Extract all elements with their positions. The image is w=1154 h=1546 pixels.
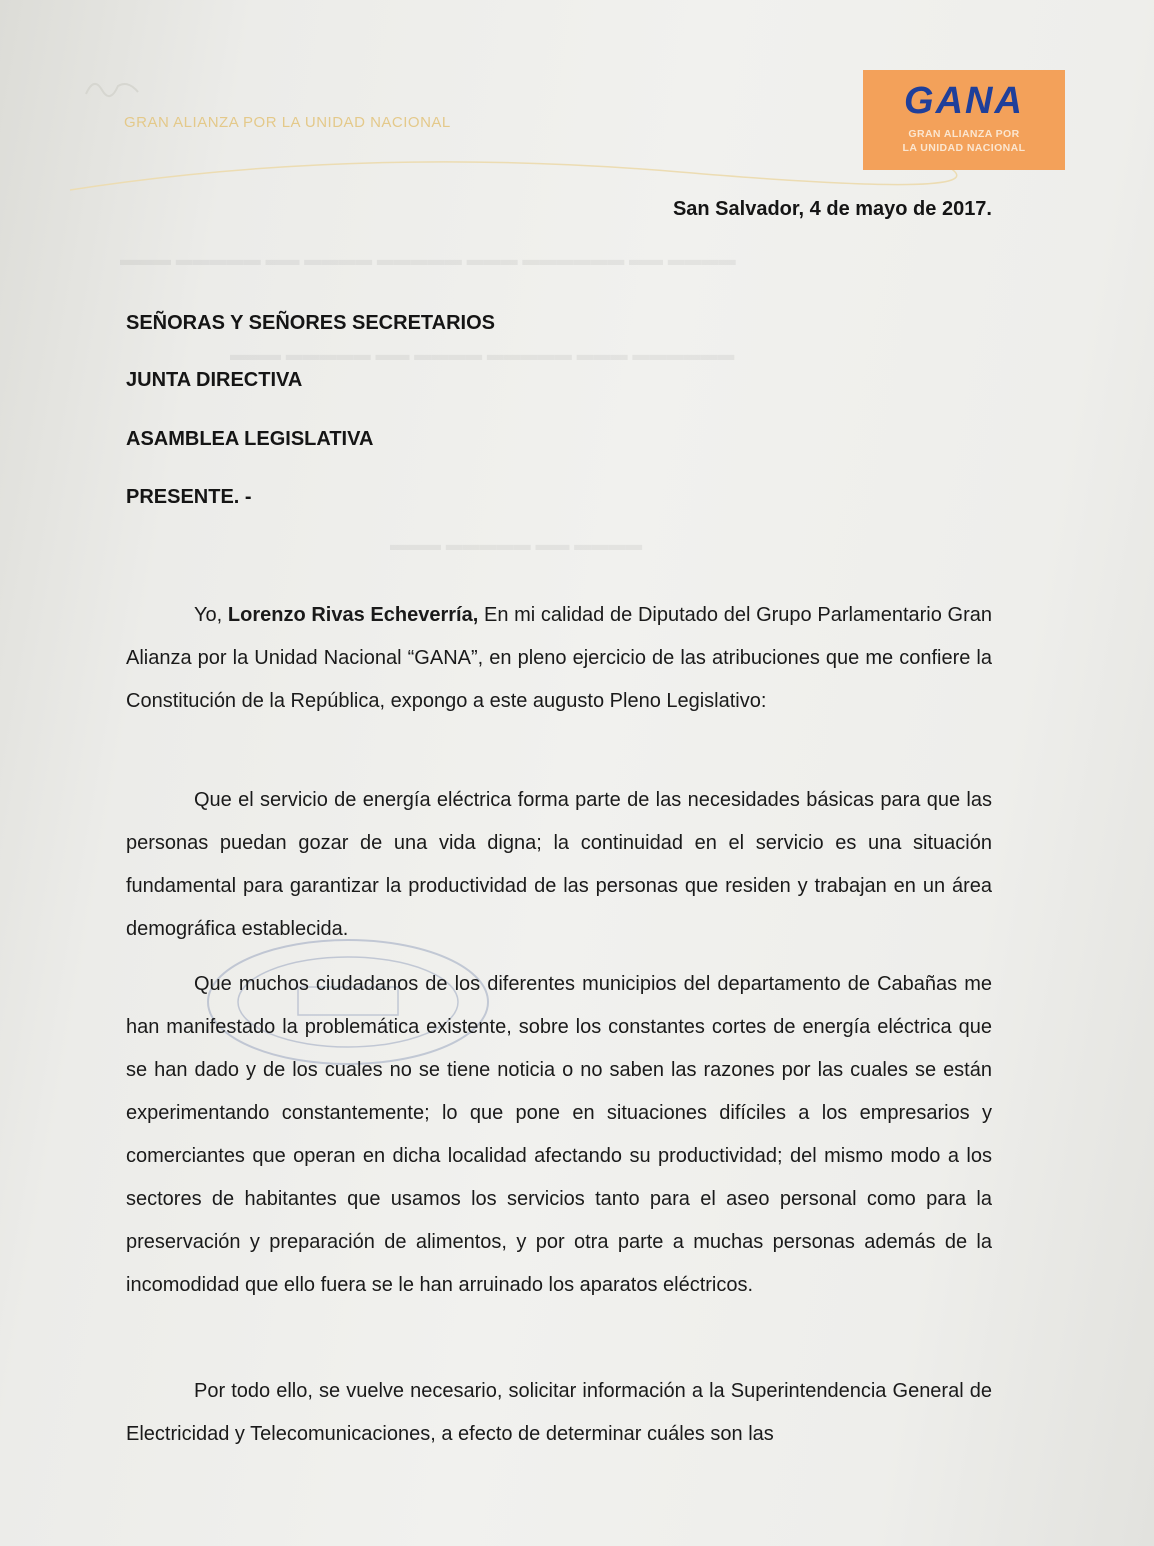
body-paragraph-3: Que muchos ciudadanos de los diferentes municipios del departamento de Cabañas me han manifestado la problemática existente, sobre los constantes cortes de energía eléctrica que se han dado y de los cuales no se tiene noticia o no saben las razones por las cuales se están experimentando constantemente; lo que pone en situaciones difíciles a los empresarios y comerciantes que operan en dicha localidad afectando su productividad; del mismo modo a los sectores de habitantes que usamos los servicios tanto para el aseo personal como para la preservación y preparación de alimentos, y por otra parte a muchas personas además de la incomodidad que ello fuera se le han arruinado los aparatos eléctricos. bbox=[126, 973, 992, 1296]
addressee-line-2: JUNTA DIRECTIVA bbox=[126, 369, 303, 391]
bleed-through-shadow: ▬▬▬ ▬▬▬▬▬ ▬▬ ▬▬▬▬ bbox=[390, 535, 643, 554]
body-paragraph-1 bbox=[126, 594, 992, 723]
letterhead-org-text: GRAN ALIANZA POR LA UNIDAD NACIONAL bbox=[124, 114, 451, 131]
logo-word: GANA bbox=[904, 80, 1024, 122]
gana-logo bbox=[863, 70, 1065, 170]
letter-date: San Salvador, 4 de mayo de 2017. bbox=[672, 198, 992, 220]
body-paragraph-2: Que el servicio de energía eléctrica forma parte de las necesidades básicas para que las personas puedan gozar de una vida digna; la continuidad en el servicio es una situación fundamental para garantizar la productividad de las personas que residen y trabajan en un área demográfica establecida. bbox=[126, 789, 992, 940]
addressee-line-4: PRESENTE. - bbox=[126, 486, 252, 508]
p1-lead: Yo, bbox=[194, 604, 228, 626]
bleed-through-shadow: ▬▬▬ ▬▬▬▬▬ ▬▬ ▬▬▬▬ ▬▬▬▬▬ ▬▬▬ ▬▬▬▬▬▬ ▬▬ ▬▬▬▬ bbox=[120, 250, 736, 269]
p1-rest: En mi calidad de Diputado del Grupo Parlamentario Gran Alianza por la Unidad Nacional “GANA”, en pleno ejercicio de las atribuciones que me confiere la Constitución de la República, expongo a este augusto Pleno Legislativo: bbox=[126, 604, 993, 712]
addressee-line-1: SEÑORAS Y SEÑORES SECRETARIOS bbox=[126, 312, 495, 334]
logo-line-1: GRAN ALIANZA POR bbox=[908, 128, 1020, 140]
deputy-name: Lorenzo Rivas Echeverría, bbox=[227, 604, 479, 626]
logo-line-2: LA UNIDAD NACIONAL bbox=[902, 142, 1026, 154]
body-paragraph-4: Por todo ello, se vuelve necesario, solicitar información a la Superintendencia General de Electricidad y Telecomunicaciones, a efecto de determinar cuáles son las bbox=[126, 1380, 992, 1445]
bleed-through-shadow: ▬▬▬ ▬▬▬▬▬ ▬▬ ▬▬▬▬ ▬▬▬▬▬ ▬▬▬ ▬▬▬▬▬▬ bbox=[230, 345, 735, 364]
letterhead-mark-icon bbox=[82, 72, 142, 107]
addressee-line-3: ASAMBLEA LEGISLATIVA bbox=[126, 428, 374, 450]
